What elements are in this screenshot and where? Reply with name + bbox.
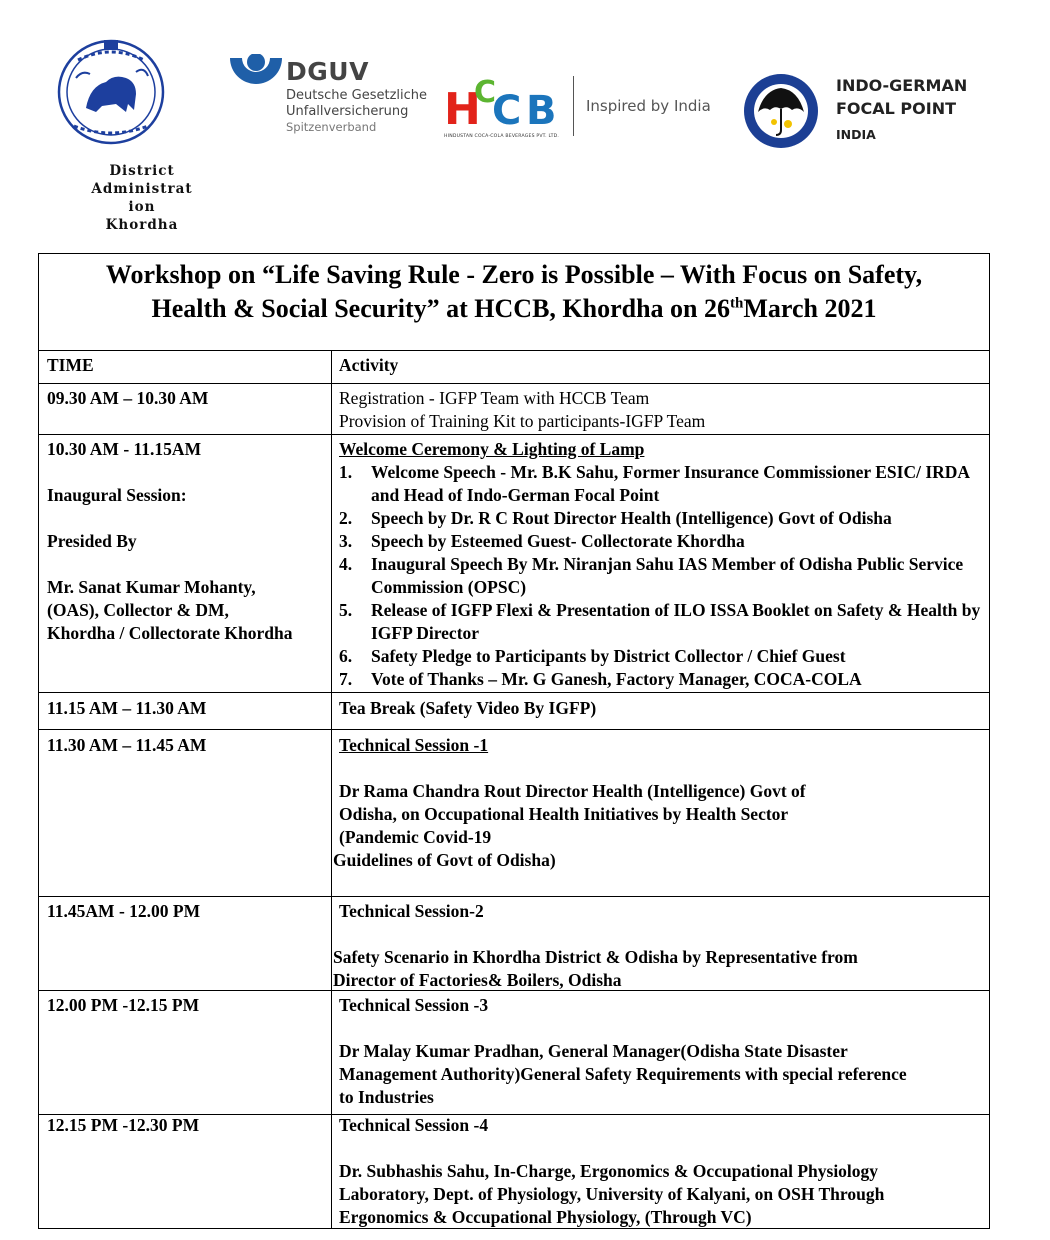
session-detail-line: Safety Scenario in Khordha District & Odisha by Representative from [333, 947, 858, 967]
row-divider [39, 896, 989, 897]
presided-label: Presided By [47, 531, 137, 551]
chairperson-line: Khordha / Collectorate Khordha [47, 623, 293, 643]
dguv-mark-icon [230, 54, 282, 96]
session-heading: Welcome Ceremony & Lighting of Lamp [339, 439, 645, 459]
row-activity [339, 387, 987, 433]
row-divider [39, 729, 989, 730]
item-text: Welcome Speech - Mr. B.K Sahu, Former Insurance Commissioner ESIC/ IRDA and Head of Indo-German Focal Point [371, 462, 970, 505]
row-time: 11.15 AM – 11.30 AM [47, 698, 207, 718]
list-item [339, 530, 987, 553]
session-heading: Technical Session -1 [339, 735, 489, 755]
row-divider [39, 692, 989, 693]
district-label-line: Khordha [105, 217, 179, 233]
hccb-company-name: HINDUSTAN COCA-COLA BEVERAGES PVT. LTD. [444, 134, 559, 139]
row-time: 09.30 AM – 10.30 AM [47, 388, 209, 408]
session-detail-line: Dr Malay Kumar Pradhan, General Manager(Odisha State Disaster [339, 1041, 848, 1061]
svg-text:C: C [492, 88, 522, 132]
session-detail-line: (Pandemic Covid-19 [339, 827, 492, 847]
row-time: 12.15 PM -12.30 PM [47, 1115, 200, 1135]
district-label-line: District [109, 163, 175, 179]
row-activity [339, 1114, 987, 1229]
row-divider [39, 434, 989, 435]
session-heading: Technical Session -3 [339, 995, 489, 1015]
session-detail-line: Dr. Subhashis Sahu, In-Charge, Ergonomics & Occupational Physiology [339, 1161, 879, 1181]
igfp-name-line: INDO-GERMAN [836, 76, 968, 95]
dguv-subtitle-line: Deutsche Gesetzliche [286, 88, 428, 103]
item-number: 4. [339, 554, 353, 574]
column-header-time: TIME [47, 355, 94, 375]
item-number: 6. [339, 646, 353, 666]
session-name: Inaugural Session: [47, 485, 187, 505]
title-text: March 2021 [743, 294, 877, 323]
item-text: Speech by Dr. R C Rout Director Health (Intelligence) Govt of Odisha [371, 508, 892, 528]
list-item [339, 668, 987, 691]
row-divider [39, 350, 989, 351]
list-item [339, 507, 987, 530]
list-item [339, 461, 987, 507]
igfp-country: INDIA [836, 127, 876, 142]
session-detail-line: Odisha, on Occupational Health Initiatives by Health Sector [339, 804, 789, 824]
svg-text:B: B [526, 88, 557, 132]
column-divider [331, 350, 332, 1228]
row-divider [39, 383, 989, 384]
item-number: 3. [339, 531, 353, 551]
row-activity: Tea Break (Safety Video By IGFP) [339, 698, 597, 718]
session-detail-line: Ergonomics & Occupational Physiology, (Through VC) [339, 1207, 752, 1227]
item-text: Speech by Esteemed Guest- Collectorate Khordha [371, 531, 745, 551]
list-item [339, 599, 987, 645]
chairperson-line: Mr. Sanat Kumar Mohanty, [47, 577, 256, 597]
dguv-subtitle-line: Spitzenverband [286, 120, 377, 134]
row-time: 10.30 AM - 11.15AM [47, 439, 202, 459]
row-activity [339, 994, 987, 1109]
column-header-activity: Activity [339, 355, 399, 375]
hccb-logo [444, 72, 574, 144]
chairperson-line: (OAS), Collector & DM, [47, 600, 229, 620]
list-item [339, 645, 987, 668]
igfp-name-line: FOCAL POINT [836, 99, 957, 118]
inaugural-agenda-list [339, 461, 987, 691]
item-text: Inaugural Speech By Mr. Niranjan Sahu IAS Member of Odisha Public Service Commission (OPSC) [371, 554, 964, 597]
svg-text:H: H [444, 84, 481, 132]
item-text: Safety Pledge to Participants by District Collector / Chief Guest [371, 646, 846, 666]
session-detail-line: to Industries [339, 1087, 434, 1107]
session-detail-line: Guidelines of Govt of Odisha) [333, 850, 556, 870]
title-text: Health & Social Security” at HCCB, Khordha on 26 [151, 294, 731, 323]
title-ordinal: th [730, 295, 744, 312]
odisha-govt-emblem [56, 38, 166, 146]
hccb-wordmark-graphic [444, 72, 574, 132]
item-number: 2. [339, 508, 353, 528]
session-heading: Technical Session-2 [339, 901, 484, 921]
title-line-1: Workshop on “Life Saving Rule - Zero is Possible – With Focus on Safety, [105, 260, 923, 289]
session-detail-line: Laboratory, Dept. of Physiology, University of Kalyani, on OSH Through [339, 1184, 885, 1204]
igfp-umbrella-emblem [742, 72, 820, 150]
item-number: 1. [339, 462, 353, 482]
row-time: 11.30 AM – 11.45 AM [47, 735, 207, 755]
dguv-logo [230, 52, 430, 142]
logo-divider [573, 76, 574, 136]
hccb-tagline: Inspired by India [586, 97, 711, 115]
item-text: Release of IGFP Flexi & Presentation of ILO ISSA Booklet on Safety & Health by IGFP Director [371, 600, 981, 643]
row-activity [333, 900, 987, 992]
svg-text:C: C [474, 75, 497, 110]
district-label-line: ion [128, 199, 156, 215]
activity-line: Registration - IGFP Team with HCCB Team [339, 388, 650, 408]
session-detail-line: Management Authority)General Safety Requirements with special reference [339, 1064, 907, 1084]
list-item [339, 553, 987, 599]
title-line-2 [39, 292, 989, 326]
row-activity [339, 438, 987, 691]
dguv-wordmark: DGUV [286, 57, 369, 86]
item-number: 5. [339, 600, 353, 620]
row-activity [333, 734, 987, 872]
session-detail-line: Dr Rama Chandra Rout Director Health (Intelligence) Govt of [339, 781, 806, 801]
agenda-table [38, 253, 990, 1229]
row-time-block [47, 438, 327, 645]
dguv-subtitle-line: Unfallversicherung [286, 104, 409, 119]
session-heading: Technical Session -4 [339, 1115, 489, 1135]
district-administration-label [62, 162, 222, 234]
item-text: Vote of Thanks – Mr. G Ganesh, Factory Manager, COCA-COLA [371, 669, 862, 689]
row-time: 12.00 PM -12.15 PM [47, 995, 200, 1015]
item-number: 7. [339, 669, 353, 689]
session-detail-line: Director of Factories& Boilers, Odisha [333, 970, 622, 990]
district-label-line: Administrat [91, 181, 193, 197]
activity-line: Provision of Training Kit to participants-IGFP Team [339, 411, 706, 431]
row-time: 11.45AM - 12.00 PM [47, 901, 201, 921]
workshop-title [39, 254, 989, 350]
